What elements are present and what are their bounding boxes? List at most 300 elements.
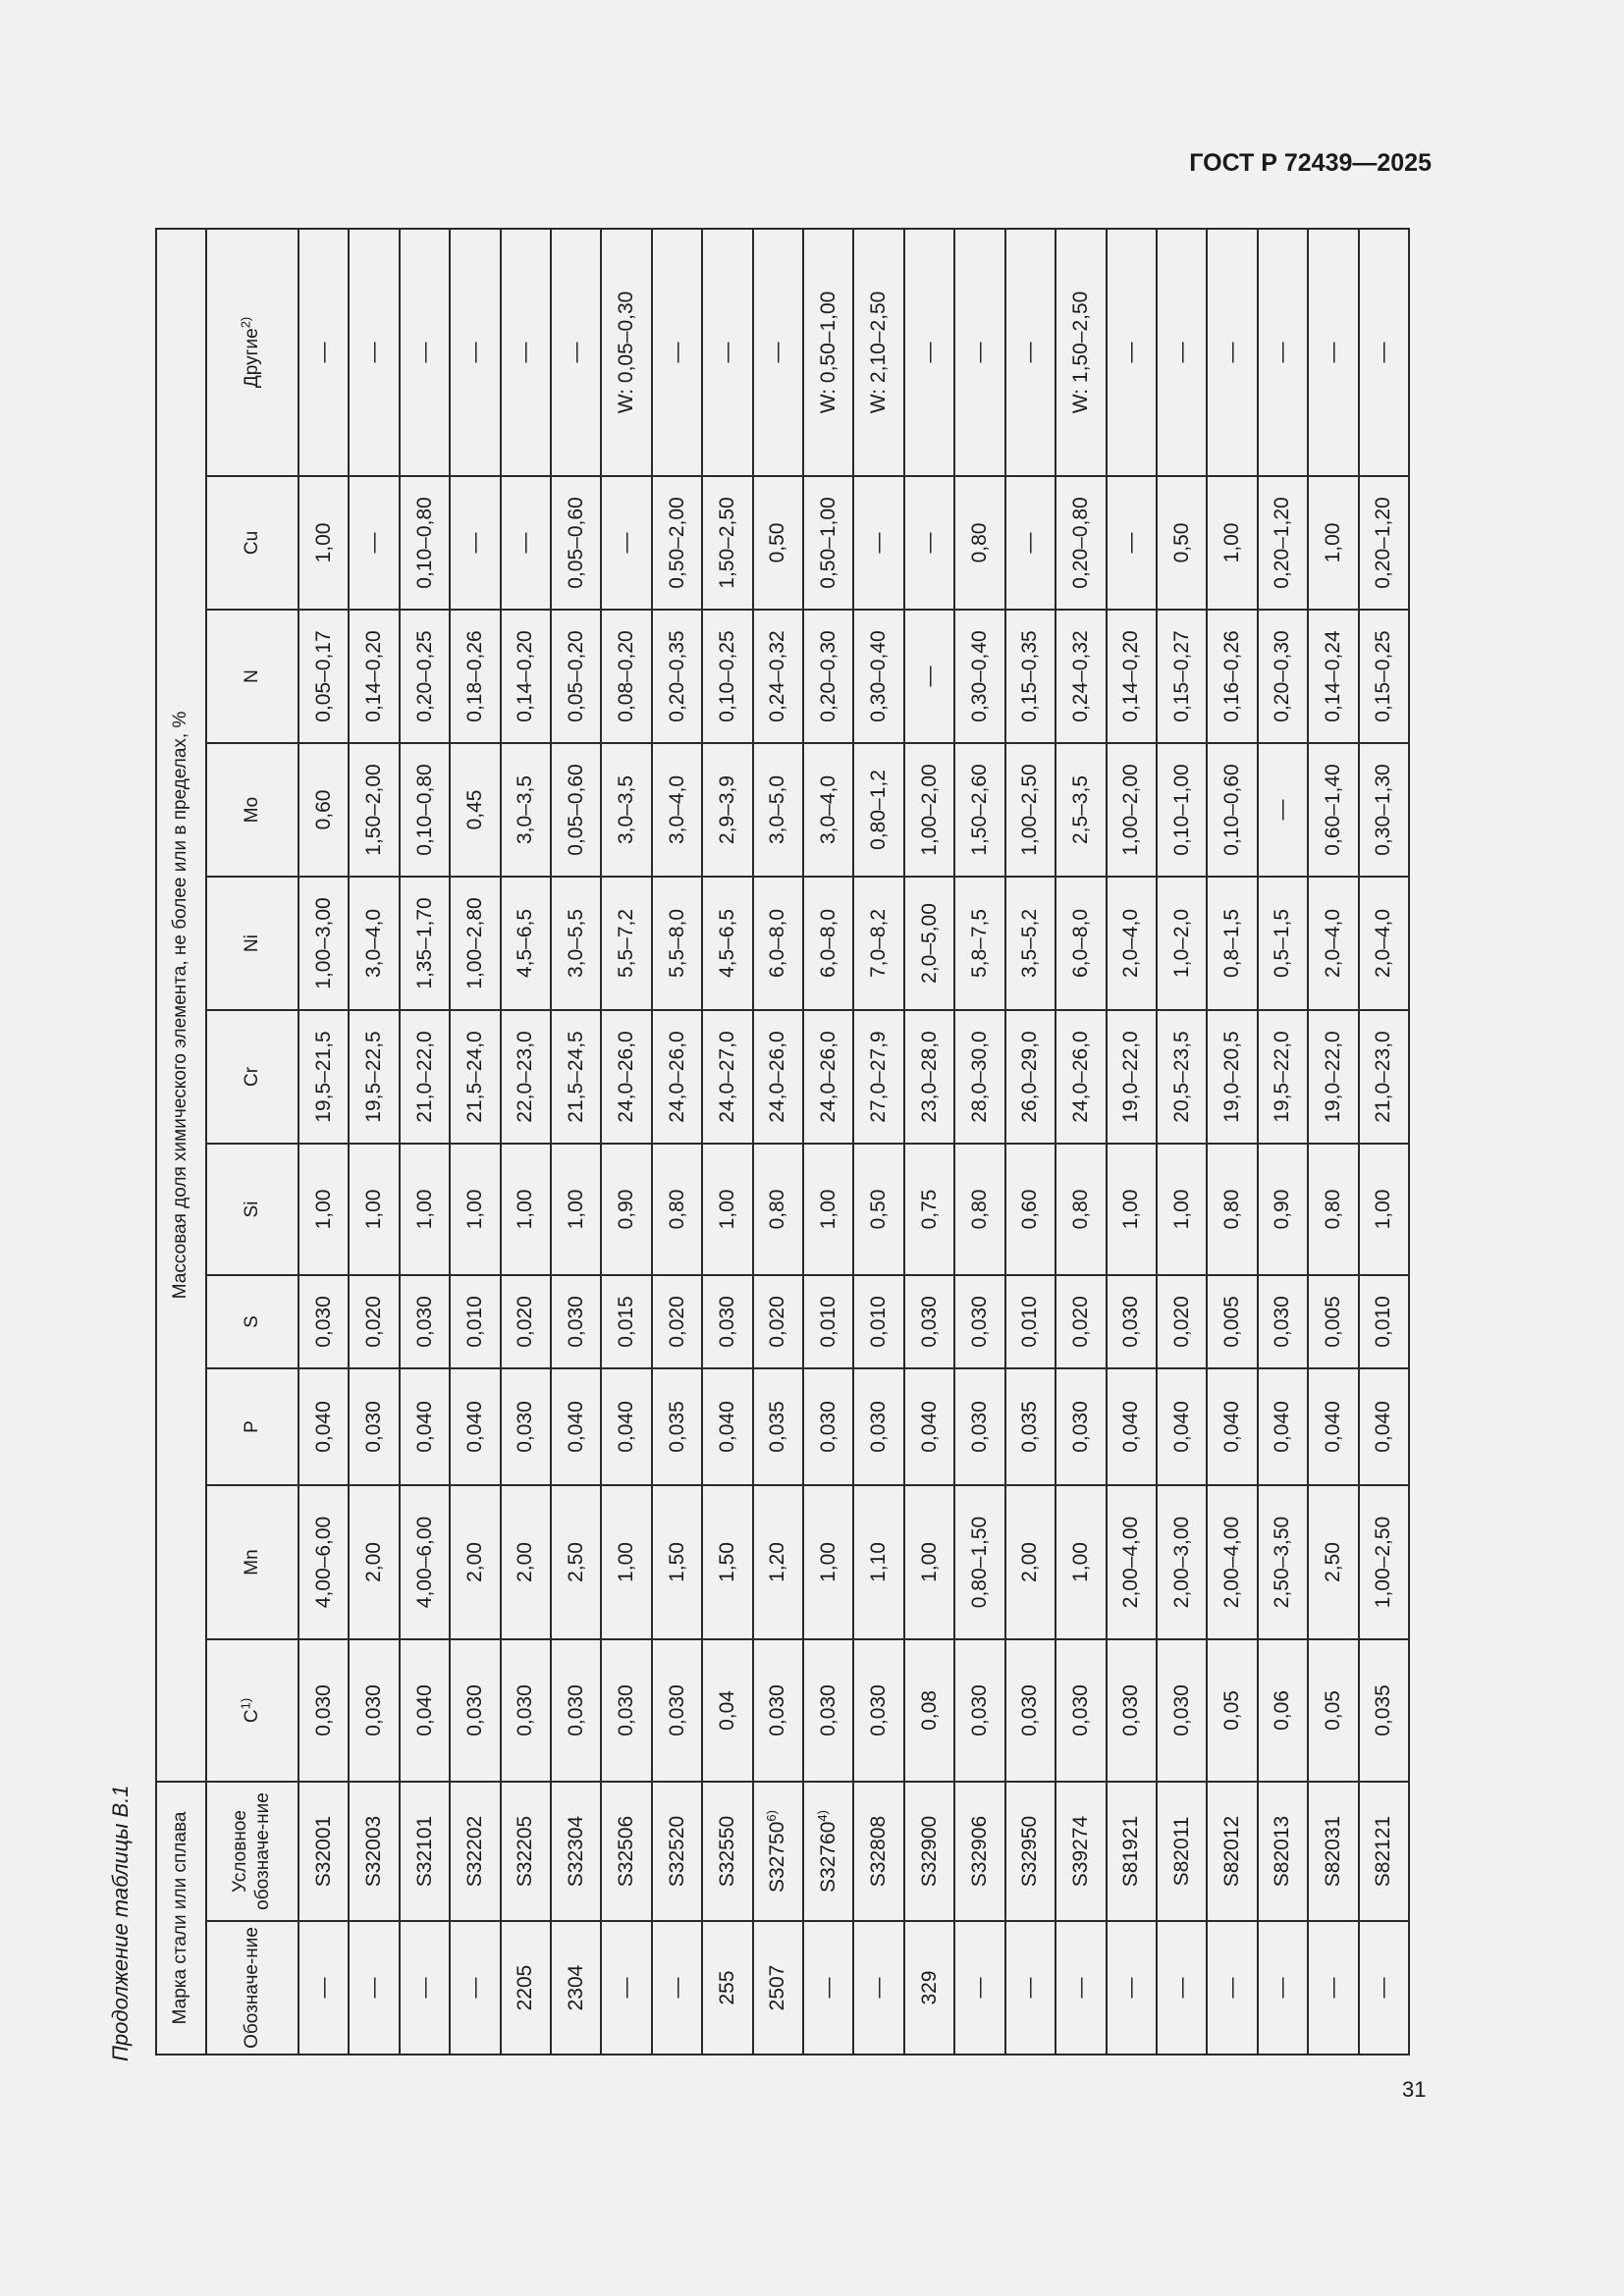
cell-other: —: [954, 229, 1004, 476]
cell-n: 0,05–0,17: [298, 610, 349, 743]
table-row: [853, 229, 903, 2055]
cell-mn: 2,00: [450, 1485, 500, 1639]
cell-n: 0,16–0,26: [1207, 610, 1257, 743]
table-row: [1258, 229, 1308, 2055]
cell-n: 0,14–0,24: [1308, 610, 1358, 743]
cell-mo: 0,80–1,2: [853, 743, 903, 877]
cell-si: 1,00: [803, 1144, 853, 1275]
cell-designation: —: [349, 1921, 399, 2055]
cell-c: 0,04: [702, 1639, 752, 1782]
cell-c: 0,030: [954, 1639, 1004, 1782]
cell-si: 1,00: [450, 1144, 500, 1275]
cell-n: 0,30–0,40: [853, 610, 903, 743]
cell-designation: —: [803, 1921, 853, 2055]
cell-p: 0,030: [1056, 1368, 1106, 1485]
cell-n: 0,10–0,25: [702, 610, 752, 743]
cell-cr: 24,0–26,0: [1056, 1010, 1106, 1144]
cell-ni: 6,0–8,0: [753, 877, 803, 1010]
cell-mo: 1,00–2,50: [1005, 743, 1056, 877]
cell-si: 0,80: [954, 1144, 1004, 1275]
cell-uns: S82013: [1258, 1782, 1308, 1921]
cell-c: 0,030: [501, 1639, 551, 1782]
cell-mn: 2,50: [1308, 1485, 1358, 1639]
cell-cu: 0,10–0,80: [400, 476, 450, 610]
cell-uns: S82012: [1207, 1782, 1257, 1921]
table-row: [1107, 229, 1157, 2055]
cell-p: 0,035: [1005, 1368, 1056, 1485]
cell-cr: 20,5–23,5: [1157, 1010, 1207, 1144]
column-header-uns: Условное обозначе-ние: [206, 1782, 298, 1921]
cell-ni: 1,00–2,80: [450, 877, 500, 1010]
cell-cu: 0,20–1,20: [1258, 476, 1308, 610]
cell-p: 0,040: [1359, 1368, 1409, 1485]
cell-uns: S32906: [954, 1782, 1004, 1921]
cell-c: 0,030: [1005, 1639, 1056, 1782]
cell-ni: 3,0–4,0: [349, 877, 399, 1010]
cell-p: 0,040: [1207, 1368, 1257, 1485]
table-row: [904, 229, 954, 2055]
cell-mo: 3,0–3,5: [501, 743, 551, 877]
cell-n: —: [904, 610, 954, 743]
cell-mn: 1,00: [803, 1485, 853, 1639]
cell-ni: 2,0–4,0: [1308, 877, 1358, 1010]
column-header-s: S: [206, 1275, 298, 1368]
cell-cu: 1,00: [1308, 476, 1358, 610]
cell-n: 0,15–0,25: [1359, 610, 1409, 743]
cell-mn: 4,00–6,00: [400, 1485, 450, 1639]
cell-s: 0,010: [1359, 1275, 1409, 1368]
cell-mn: 2,00–4,00: [1207, 1485, 1257, 1639]
cell-designation: —: [1005, 1921, 1056, 2055]
cell-c: 0,05: [1308, 1639, 1358, 1782]
cell-n: 0,20–0,35: [652, 610, 702, 743]
grade-group-header: Марка стали или сплава: [156, 1782, 206, 2055]
table-row: [501, 229, 551, 2055]
cell-n: 0,20–0,25: [400, 610, 450, 743]
cell-n: 0,08–0,20: [601, 610, 651, 743]
cell-cr: 26,0–29,0: [1005, 1010, 1056, 1144]
cell-mo: 3,0–5,0: [753, 743, 803, 877]
cell-other: —: [501, 229, 551, 476]
cell-cu: —: [501, 476, 551, 610]
cell-si: 0,60: [1005, 1144, 1056, 1275]
cell-p: 0,040: [1258, 1368, 1308, 1485]
cell-s: 0,020: [652, 1275, 702, 1368]
table-row: [551, 229, 601, 2055]
cell-c: 0,030: [803, 1639, 853, 1782]
cell-ni: 5,8–7,5: [954, 877, 1004, 1010]
cell-designation: —: [400, 1921, 450, 2055]
cell-s: 0,010: [1005, 1275, 1056, 1368]
table-row: [1308, 229, 1358, 2055]
cell-mn: 1,00–2,50: [1359, 1485, 1409, 1639]
cell-other: —: [400, 229, 450, 476]
cell-other: —: [1107, 229, 1157, 476]
cell-s: 0,005: [1207, 1275, 1257, 1368]
cell-other: W: 0,50–1,00: [803, 229, 853, 476]
cell-s: 0,030: [298, 1275, 349, 1368]
cell-p: 0,040: [601, 1368, 651, 1485]
cell-si: 0,80: [1207, 1144, 1257, 1275]
standard-number: ГОСТ Р 72439—2025: [1189, 149, 1432, 177]
cell-designation: —: [1308, 1921, 1358, 2055]
cell-si: 1,00: [400, 1144, 450, 1275]
cell-mn: 1,00: [904, 1485, 954, 1639]
cell-cr: 19,0–20,5: [1207, 1010, 1257, 1144]
cell-cu: 0,20–1,20: [1359, 476, 1409, 610]
cell-mn: 1,50: [652, 1485, 702, 1639]
cell-uns: S82011: [1157, 1782, 1207, 1921]
cell-ni: 1,0–2,0: [1157, 877, 1207, 1010]
cell-n: 0,24–0,32: [753, 610, 803, 743]
cell-cr: 21,0–22,0: [400, 1010, 450, 1144]
cell-p: 0,040: [904, 1368, 954, 1485]
cell-cr: 19,0–22,0: [1308, 1010, 1358, 1144]
table-row: [1157, 229, 1207, 2055]
cell-uns: S32304: [551, 1782, 601, 1921]
cell-c: 0,030: [450, 1639, 500, 1782]
cell-p: 0,035: [753, 1368, 803, 1485]
cell-mn: 2,00: [1005, 1485, 1056, 1639]
cell-c: 0,030: [601, 1639, 651, 1782]
cell-mn: 1,20: [753, 1485, 803, 1639]
cell-cu: 1,00: [1207, 476, 1257, 610]
chemical-composition-table: [155, 228, 1410, 2056]
cell-c: 0,08: [904, 1639, 954, 1782]
table-row: [954, 229, 1004, 2055]
cell-cu: —: [853, 476, 903, 610]
table-row: [753, 229, 803, 2055]
cell-other: —: [1157, 229, 1207, 476]
cell-designation: —: [652, 1921, 702, 2055]
cell-uns: S32205: [501, 1782, 551, 1921]
cell-ni: 1,00–3,00: [298, 877, 349, 1010]
cell-c: 0,035: [1359, 1639, 1409, 1782]
cell-si: 0,80: [753, 1144, 803, 1275]
cell-n: 0,20–0,30: [1258, 610, 1308, 743]
cell-cu: —: [1005, 476, 1056, 610]
cell-p: 0,030: [954, 1368, 1004, 1485]
cell-cr: 23,0–28,0: [904, 1010, 954, 1144]
cell-other: W: 2,10–2,50: [853, 229, 903, 476]
cell-mn: 4,00–6,00: [298, 1485, 349, 1639]
cell-designation: —: [1157, 1921, 1207, 2055]
cell-c: 0,030: [1056, 1639, 1106, 1782]
cell-ni: 4,5–6,5: [702, 877, 752, 1010]
cell-designation: 2205: [501, 1921, 551, 2055]
cell-n: 0,30–0,40: [954, 610, 1004, 743]
cell-cu: —: [601, 476, 651, 610]
cell-c: 0,030: [853, 1639, 903, 1782]
cell-designation: —: [601, 1921, 651, 2055]
cell-cr: 19,0–22,0: [1107, 1010, 1157, 1144]
cell-cr: 21,5–24,5: [551, 1010, 601, 1144]
cell-uns: S32202: [450, 1782, 500, 1921]
cell-si: 1,00: [702, 1144, 752, 1275]
cell-s: 0,030: [400, 1275, 450, 1368]
table-row: [349, 229, 399, 2055]
cell-mo: 0,45: [450, 743, 500, 877]
cell-s: 0,010: [853, 1275, 903, 1368]
cell-si: 0,80: [1308, 1144, 1358, 1275]
cell-other: —: [551, 229, 601, 476]
cell-cu: 0,50: [1157, 476, 1207, 610]
cell-p: 0,030: [349, 1368, 399, 1485]
cell-cr: 22,0–23,0: [501, 1010, 551, 1144]
cell-ni: 0,5–1,5: [1258, 877, 1308, 1010]
cell-ni: 6,0–8,0: [1056, 877, 1106, 1010]
cell-p: 0,040: [450, 1368, 500, 1485]
cell-ni: 2,0–5,00: [904, 877, 954, 1010]
cell-designation: —: [450, 1921, 500, 2055]
cell-other: —: [1308, 229, 1358, 476]
cell-s: 0,020: [501, 1275, 551, 1368]
cell-n: 0,05–0,20: [551, 610, 601, 743]
cell-ni: 5,5–8,0: [652, 877, 702, 1010]
table-row: [1005, 229, 1056, 2055]
cell-p: 0,035: [652, 1368, 702, 1485]
cell-si: 1,00: [349, 1144, 399, 1275]
cell-si: 1,00: [501, 1144, 551, 1275]
table-row: [400, 229, 450, 2055]
cell-mn: 2,00: [349, 1485, 399, 1639]
cell-ni: 2,0–4,0: [1359, 877, 1409, 1010]
cell-s: 0,015: [601, 1275, 651, 1368]
cell-p: 0,040: [298, 1368, 349, 1485]
cell-cu: 0,80: [954, 476, 1004, 610]
cell-cu: —: [904, 476, 954, 610]
cell-ni: 7,0–8,2: [853, 877, 903, 1010]
cell-ni: 2,0–4,0: [1107, 877, 1157, 1010]
column-header-n: N: [206, 610, 298, 743]
cell-cr: 24,0–26,0: [803, 1010, 853, 1144]
cell-ni: 3,0–5,5: [551, 877, 601, 1010]
cell-s: 0,020: [1157, 1275, 1207, 1368]
cell-si: 1,00: [1157, 1144, 1207, 1275]
table-row: [298, 229, 349, 2055]
column-header-cu: Cu: [206, 476, 298, 610]
table-row: [702, 229, 752, 2055]
cell-c: 0,030: [652, 1639, 702, 1782]
cell-cu: —: [450, 476, 500, 610]
cell-mo: 0,10–1,00: [1157, 743, 1207, 877]
cell-p: 0,040: [702, 1368, 752, 1485]
cell-p: 0,040: [1107, 1368, 1157, 1485]
cell-s: 0,030: [1258, 1275, 1308, 1368]
cell-mo: 0,10–0,60: [1207, 743, 1257, 877]
mass-fraction-group-header: Массовая доля химического элемента, не более или в пределах, %: [156, 229, 206, 1782]
cell-cu: 1,00: [298, 476, 349, 610]
cell-cu: 0,50: [753, 476, 803, 610]
cell-mn: 1,50: [702, 1485, 752, 1639]
cell-mo: 1,50–2,60: [954, 743, 1004, 877]
cell-si: 1,00: [298, 1144, 349, 1275]
cell-cr: 24,0–26,0: [601, 1010, 651, 1144]
cell-n: 0,14–0,20: [349, 610, 399, 743]
cell-designation: 329: [904, 1921, 954, 2055]
cell-n: 0,15–0,35: [1005, 610, 1056, 743]
cell-p: 0,040: [400, 1368, 450, 1485]
table-continuation-caption: Продолжение таблицы В.1: [108, 1785, 133, 2061]
cell-c: 0,040: [400, 1639, 450, 1782]
cell-s: 0,030: [954, 1275, 1004, 1368]
cell-cu: —: [349, 476, 399, 610]
cell-mn: 1,00: [601, 1485, 651, 1639]
cell-c: 0,030: [551, 1639, 601, 1782]
column-header-c: $C^{1)}$: [206, 1639, 298, 1782]
table-row: [450, 229, 500, 2055]
cell-s: 0,030: [904, 1275, 954, 1368]
cell-n: 0,24–0,32: [1056, 610, 1106, 743]
cell-s: 0,005: [1308, 1275, 1358, 1368]
cell-uns: S32003: [349, 1782, 399, 1921]
page-number: 31: [1402, 2077, 1427, 2102]
cell-si: 0,80: [652, 1144, 702, 1275]
cell-other: —: [904, 229, 954, 476]
cell-p: 0,030: [501, 1368, 551, 1485]
cell-s: 0,030: [1107, 1275, 1157, 1368]
cell-mo: 0,30–1,30: [1359, 743, 1409, 877]
cell-p: 0,030: [803, 1368, 853, 1485]
cell-mn: 2,00–4,00: [1107, 1485, 1157, 1639]
cell-cr: 21,5–24,0: [450, 1010, 500, 1144]
column-header-row: [206, 229, 298, 2055]
cell-n: 0,14–0,20: [501, 610, 551, 743]
cell-cr: 28,0–30,0: [954, 1010, 1004, 1144]
cell-n: 0,15–0,27: [1157, 610, 1207, 743]
cell-s: 0,010: [450, 1275, 500, 1368]
cell-n: 0,20–0,30: [803, 610, 853, 743]
cell-cu: 0,50–2,00: [652, 476, 702, 610]
cell-uns: S32001: [298, 1782, 349, 1921]
cell-ni: 1,35–1,70: [400, 877, 450, 1010]
cell-uns: S32520: [652, 1782, 702, 1921]
cell-cu: 0,05–0,60: [551, 476, 601, 610]
cell-s: 0,020: [349, 1275, 399, 1368]
cell-designation: 2304: [551, 1921, 601, 2055]
cell-designation: —: [1207, 1921, 1257, 2055]
table-row: [1207, 229, 1257, 2055]
column-header-mn: Mn: [206, 1485, 298, 1639]
cell-s: 0,020: [753, 1275, 803, 1368]
cell-ni: 0,8–1,5: [1207, 877, 1257, 1010]
cell-mn: 2,00: [501, 1485, 551, 1639]
cell-p: 0,030: [853, 1368, 903, 1485]
cell-other: —: [298, 229, 349, 476]
cell-mo: 3,0–4,0: [652, 743, 702, 877]
cell-uns: S32900: [904, 1782, 954, 1921]
column-header-designation: Обозначе-ние: [206, 1921, 298, 2055]
column-header-si: Si: [206, 1144, 298, 1275]
cell-uns: S32101: [400, 1782, 450, 1921]
cell-mo: 0,60: [298, 743, 349, 877]
cell-mo: 1,50–2,00: [349, 743, 399, 877]
cell-other: —: [349, 229, 399, 476]
cell-cu: —: [1107, 476, 1157, 610]
cell-other: —: [1258, 229, 1308, 476]
cell-other: —: [1207, 229, 1257, 476]
cell-cr: 19,5–21,5: [298, 1010, 349, 1144]
cell-c: 0,030: [753, 1639, 803, 1782]
cell-designation: —: [298, 1921, 349, 2055]
cell-si: 0,80: [1056, 1144, 1106, 1275]
column-header-mo: Mo: [206, 743, 298, 877]
column-header-cr: Cr: [206, 1010, 298, 1144]
cell-cr: 19,5–22,0: [1258, 1010, 1308, 1144]
cell-other: —: [1359, 229, 1409, 476]
cell-c: 0,030: [298, 1639, 349, 1782]
cell-designation: —: [1258, 1921, 1308, 2055]
cell-uns: S32808: [853, 1782, 903, 1921]
cell-designation: —: [1107, 1921, 1157, 2055]
cell-cu: 1,50–2,50: [702, 476, 752, 610]
cell-uns: S81921: [1107, 1782, 1157, 1921]
cell-designation: —: [1359, 1921, 1409, 2055]
cell-uns: S32506: [601, 1782, 651, 1921]
cell-designation: —: [954, 1921, 1004, 2055]
cell-mn: 1,00: [1056, 1485, 1106, 1639]
cell-si: 0,50: [853, 1144, 903, 1275]
cell-uns: S82031: [1308, 1782, 1358, 1921]
table-row: [1359, 229, 1409, 2055]
cell-mo: 3,0–4,0: [803, 743, 853, 877]
cell-c: 0,05: [1207, 1639, 1257, 1782]
table-row: [803, 229, 853, 2055]
cell-mo: 2,5–3,5: [1056, 743, 1106, 877]
cell-other: —: [450, 229, 500, 476]
cell-uns: S32550: [702, 1782, 752, 1921]
cell-mo: 3,0–3,5: [601, 743, 651, 877]
cell-designation: —: [853, 1921, 903, 2055]
cell-mn: 2,50: [551, 1485, 601, 1639]
cell-c: 0,06: [1258, 1639, 1308, 1782]
cell-mo: 0,60–1,40: [1308, 743, 1358, 877]
table-row: [601, 229, 651, 2055]
cell-cr: 21,0–23,0: [1359, 1010, 1409, 1144]
cell-cr: 24,0–27,0: [702, 1010, 752, 1144]
cell-other: —: [652, 229, 702, 476]
cell-other: W: 1,50–2,50: [1056, 229, 1106, 476]
cell-mo: 0,05–0,60: [551, 743, 601, 877]
column-header-ni: Ni: [206, 877, 298, 1010]
cell-cu: 0,50–1,00: [803, 476, 853, 610]
cell-mn: 2,50–3,50: [1258, 1485, 1308, 1639]
cell-mo: 1,00–2,00: [904, 743, 954, 877]
cell-cr: 24,0–26,0: [652, 1010, 702, 1144]
cell-mn: 2,00–3,00: [1157, 1485, 1207, 1639]
cell-mo: 1,00–2,00: [1107, 743, 1157, 877]
cell-uns: S32760$^{4)}$: [803, 1782, 853, 1921]
cell-ni: 3,5–5,2: [1005, 877, 1056, 1010]
cell-uns: S32950: [1005, 1782, 1056, 1921]
cell-ni: 4,5–6,5: [501, 877, 551, 1010]
cell-other: —: [702, 229, 752, 476]
cell-si: 0,90: [1258, 1144, 1308, 1275]
cell-si: 0,75: [904, 1144, 954, 1275]
cell-mo: —: [1258, 743, 1308, 877]
cell-uns: S39274: [1056, 1782, 1106, 1921]
column-header-other: Другие$^{2)}$: [206, 229, 298, 476]
cell-uns: S32750$^{6)}$: [753, 1782, 803, 1921]
cell-c: 0,030: [1107, 1639, 1157, 1782]
cell-designation: 2507: [753, 1921, 803, 2055]
cell-si: 1,00: [1359, 1144, 1409, 1275]
cell-s: 0,010: [803, 1275, 853, 1368]
cell-other: —: [1005, 229, 1056, 476]
cell-other: —: [753, 229, 803, 476]
cell-si: 1,00: [551, 1144, 601, 1275]
cell-mo: 0,10–0,80: [400, 743, 450, 877]
